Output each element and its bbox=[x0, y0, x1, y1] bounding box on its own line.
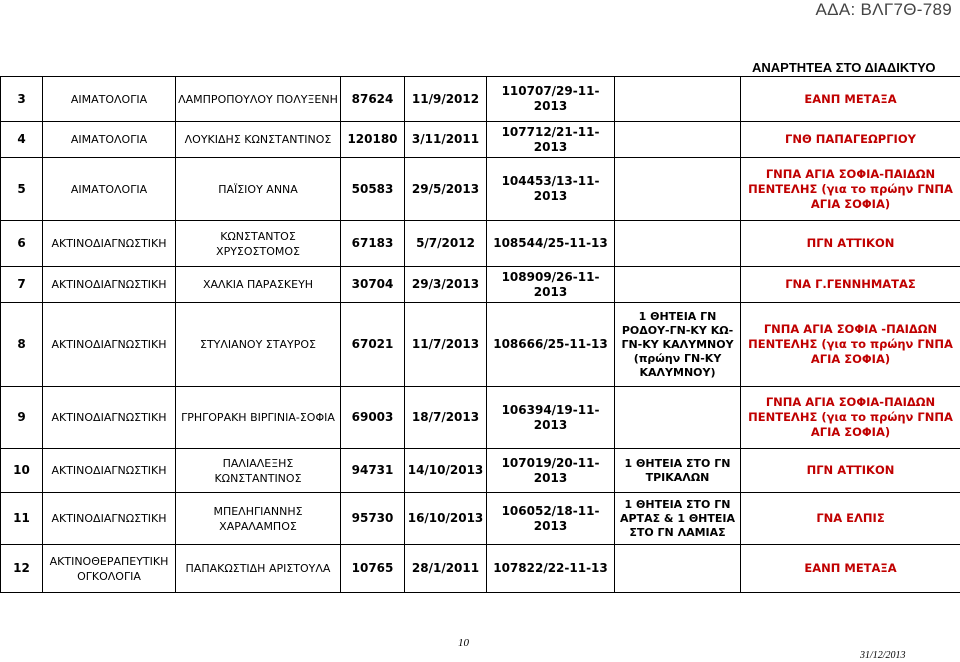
code-cell: 69003 bbox=[341, 387, 405, 449]
row-number: 3 bbox=[1, 77, 43, 122]
specialty-cell: ΑΙΜΑΤΟΛΟΓΙΑ bbox=[43, 122, 176, 158]
service-history-cell: 1 ΘΗΤΕΙΑ ΓΝ ΡΟΔΟΥ-ΓΝ-ΚΥ ΚΩ- ΓΝ-ΚΥ ΚΑΛΥΜΝΟΥ (πρώην ΓΝ-ΚΥ ΚΑΛΥΜΝΟΥ) bbox=[615, 303, 741, 387]
table-row bbox=[1, 449, 960, 493]
protocol-cell: 106394/19-11-2013 bbox=[487, 387, 615, 449]
date-cell: 29/5/2013 bbox=[405, 158, 487, 221]
specialty-cell: ΑΚΤΙΝΟΔΙΑΓΝΩΣΤΙΚΗ bbox=[43, 387, 176, 449]
date-cell: 28/1/2011 bbox=[405, 545, 487, 593]
specialty-cell: ΑΙΜΑΤΟΛΟΓΙΑ bbox=[43, 77, 176, 122]
date-cell: 3/11/2011 bbox=[405, 122, 487, 158]
code-cell: 94731 bbox=[341, 449, 405, 493]
table-row bbox=[1, 122, 960, 158]
row-number: 10 bbox=[1, 449, 43, 493]
table-row bbox=[1, 267, 960, 303]
doctor-name-cell: ΠΑΛΙΑΛΕΞΗΣ ΚΩΝΣΤΑΝΤΙΝΟΣ bbox=[176, 449, 341, 493]
service-history-cell bbox=[615, 122, 741, 158]
service-history-cell bbox=[615, 267, 741, 303]
table-row bbox=[1, 387, 960, 449]
footer-date: 31/12/2013 bbox=[860, 650, 906, 661]
protocol-cell: 110707/29-11-2013 bbox=[487, 77, 615, 122]
destination-cell: ΓΝΑ Γ.ΓΕΝΝΗΜΑΤΑΣ bbox=[741, 267, 960, 303]
doctor-name-cell: ΛΑΜΠΡΟΠΟΥΛΟΥ ΠΟΛΥΞΕΝΗ bbox=[176, 77, 341, 122]
code-cell: 95730 bbox=[341, 493, 405, 545]
specialty-cell: ΑΚΤΙΝΟΔΙΑΓΝΩΣΤΙΚΗ bbox=[43, 267, 176, 303]
row-number: 5 bbox=[1, 158, 43, 221]
specialty-cell: ΑΚΤΙΝΟΔΙΑΓΝΩΣΤΙΚΗ bbox=[43, 303, 176, 387]
service-history-cell bbox=[615, 221, 741, 267]
destination-cell: ΓΝΘ ΠΑΠΑΓΕΩΡΓΙΟΥ bbox=[741, 122, 960, 158]
destination-cell: ΓΝΑ ΕΛΠΙΣ bbox=[741, 493, 960, 545]
appointments-table bbox=[0, 76, 960, 593]
publish-note: ΑΝΑΡΤΗΤΕΑ ΣΤΟ ΔΙΑΔΙΚΤΥΟ bbox=[752, 60, 936, 75]
destination-cell: ΓΝΠΑ ΑΓΙΑ ΣΟΦΙΑ -ΠΑΙΔΩΝ ΠΕΝΤΕΛΗΣ (για το πρώην ΓΝΠΑ ΑΓΙΑ ΣΟΦΙΑ) bbox=[741, 303, 960, 387]
table-row bbox=[1, 545, 960, 593]
destination-cell: ΓΝΠΑ ΑΓΙΑ ΣΟΦΙΑ-ΠΑΙΔΩΝ ΠΕΝΤΕΛΗΣ (για το πρώην ΓΝΠΑ ΑΓΙΑ ΣΟΦΙΑ) bbox=[741, 158, 960, 221]
code-cell: 67183 bbox=[341, 221, 405, 267]
code-cell: 87624 bbox=[341, 77, 405, 122]
code-cell: 67021 bbox=[341, 303, 405, 387]
row-number: 8 bbox=[1, 303, 43, 387]
code-cell: 30704 bbox=[341, 267, 405, 303]
doctor-name-cell: ΜΠΕΛΗΓΙΑΝΝΗΣ ΧΑΡΑΛΑΜΠΟΣ bbox=[176, 493, 341, 545]
ada-code: ΑΔΑ: ΒΛΓ7Θ-789 bbox=[815, 0, 952, 19]
protocol-cell: 108544/25-11-13 bbox=[487, 221, 615, 267]
doctor-name-cell: ΣΤΥΛΙΑΝΟΥ ΣΤΑΥΡΟΣ bbox=[176, 303, 341, 387]
code-cell: 50583 bbox=[341, 158, 405, 221]
table-row bbox=[1, 493, 960, 545]
doctor-name-cell: ΧΑΛΚΙΑ ΠΑΡΑΣΚΕΥΗ bbox=[176, 267, 341, 303]
destination-cell: ΕΑΝΠ ΜΕΤΑΞΑ bbox=[741, 545, 960, 593]
table-row bbox=[1, 303, 960, 387]
specialty-cell: ΑΚΤΙΝΟΔΙΑΓΝΩΣΤΙΚΗ bbox=[43, 221, 176, 267]
row-number: 11 bbox=[1, 493, 43, 545]
table-row bbox=[1, 158, 960, 221]
service-history-cell bbox=[615, 158, 741, 221]
doctor-name-cell: ΚΩΝΣΤΑΝΤΟΣ ΧΡΥΣΟΣΤΟΜΟΣ bbox=[176, 221, 341, 267]
protocol-cell: 108666/25-11-13 bbox=[487, 303, 615, 387]
protocol-cell: 104453/13-11-2013 bbox=[487, 158, 615, 221]
destination-cell: ΕΑΝΠ ΜΕΤΑΞΑ bbox=[741, 77, 960, 122]
protocol-cell: 107019/20-11-2013 bbox=[487, 449, 615, 493]
protocol-cell: 108909/26-11-2013 bbox=[487, 267, 615, 303]
date-cell: 5/7/2012 bbox=[405, 221, 487, 267]
row-number: 7 bbox=[1, 267, 43, 303]
doctor-name-cell: ΓΡΗΓΟΡΑΚΗ ΒΙΡΓΙΝΙΑ-ΣΟΦΙΑ bbox=[176, 387, 341, 449]
row-number: 12 bbox=[1, 545, 43, 593]
doctor-name-cell: ΠΑΪΣΙΟΥ ΑΝΝΑ bbox=[176, 158, 341, 221]
doctor-name-cell: ΛΟΥΚΙΔΗΣ ΚΩΝΣΤΑΝΤΙΝΟΣ bbox=[176, 122, 341, 158]
service-history-cell: 1 ΘΗΤΕΙΑ ΣΤΟ ΓΝ ΑΡΤΑΣ & 1 ΘΗΤΕΙΑ ΣΤΟ ΓΝ ΛΑΜΙΑΣ bbox=[615, 493, 741, 545]
service-history-cell: 1 ΘΗΤΕΙΑ ΣΤΟ ΓΝ ΤΡΙΚΑΛΩΝ bbox=[615, 449, 741, 493]
row-number: 9 bbox=[1, 387, 43, 449]
date-cell: 11/9/2012 bbox=[405, 77, 487, 122]
date-cell: 18/7/2013 bbox=[405, 387, 487, 449]
date-cell: 29/3/2013 bbox=[405, 267, 487, 303]
specialty-cell: ΑΚΤΙΝΟΔΙΑΓΝΩΣΤΙΚΗ bbox=[43, 449, 176, 493]
destination-cell: ΓΝΠΑ ΑΓΙΑ ΣΟΦΙΑ-ΠΑΙΔΩΝ ΠΕΝΤΕΛΗΣ (για το πρώην ΓΝΠΑ ΑΓΙΑ ΣΟΦΙΑ) bbox=[741, 387, 960, 449]
destination-cell: ΠΓΝ ΑΤΤΙΚΟΝ bbox=[741, 221, 960, 267]
row-number: 4 bbox=[1, 122, 43, 158]
date-cell: 14/10/2013 bbox=[405, 449, 487, 493]
service-history-cell bbox=[615, 545, 741, 593]
page-number: 10 bbox=[458, 637, 469, 649]
row-number: 6 bbox=[1, 221, 43, 267]
protocol-cell: 107712/21-11-2013 bbox=[487, 122, 615, 158]
specialty-cell: ΑΚΤΙΝΟΘΕΡΑΠΕΥΤΙΚΗ ΟΓΚΟΛΟΓΙΑ bbox=[43, 545, 176, 593]
protocol-cell: 107822/22-11-13 bbox=[487, 545, 615, 593]
code-cell: 10765 bbox=[341, 545, 405, 593]
specialty-cell: ΑΚΤΙΝΟΔΙΑΓΝΩΣΤΙΚΗ bbox=[43, 493, 176, 545]
service-history-cell bbox=[615, 77, 741, 122]
date-cell: 11/7/2013 bbox=[405, 303, 487, 387]
date-cell: 16/10/2013 bbox=[405, 493, 487, 545]
table-row bbox=[1, 77, 960, 122]
protocol-cell: 106052/18-11-2013 bbox=[487, 493, 615, 545]
doctor-name-cell: ΠΑΠΑΚΩΣΤΙΔΗ ΑΡΙΣΤΟΥΛΑ bbox=[176, 545, 341, 593]
service-history-cell bbox=[615, 387, 741, 449]
destination-cell: ΠΓΝ ΑΤΤΙΚΟΝ bbox=[741, 449, 960, 493]
code-cell: 120180 bbox=[341, 122, 405, 158]
table-row bbox=[1, 221, 960, 267]
specialty-cell: ΑΙΜΑΤΟΛΟΓΙΑ bbox=[43, 158, 176, 221]
